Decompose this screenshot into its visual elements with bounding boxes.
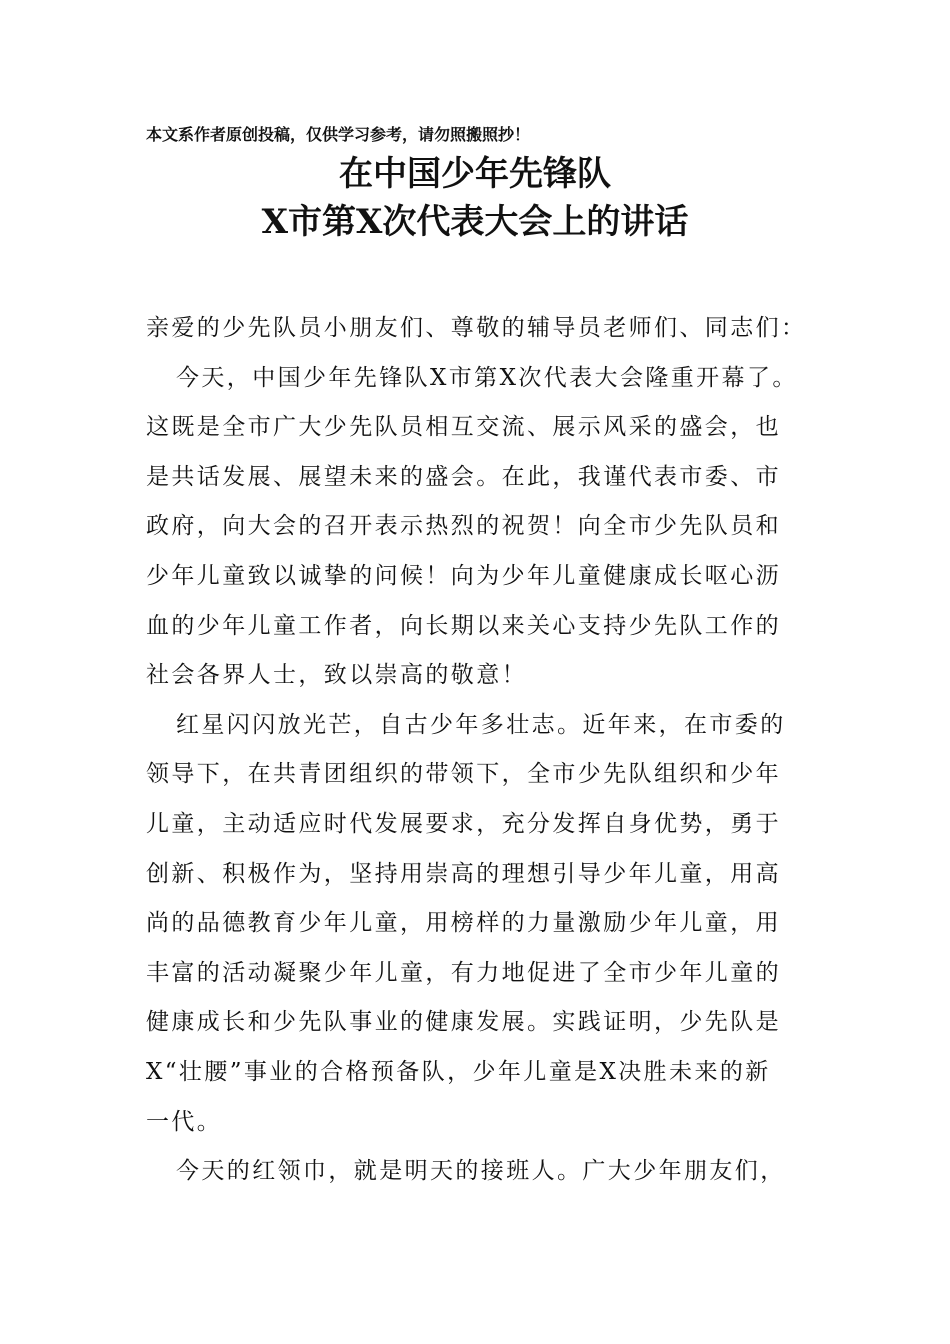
- speech-body: [146, 304, 826, 1197]
- title-line-1: 在中国少年先锋队: [339, 154, 611, 194]
- body-line: 创新、积极作为，坚持用崇高的理想引导少年儿童，用高: [146, 860, 781, 887]
- salutation-line: 亲爱的少先队员小朋友们、尊敬的辅导员老师们、同志们：: [146, 315, 807, 341]
- body-line: 社会各界人士，致以崇高的敬意！: [146, 662, 527, 689]
- title-line-2: X市第X次代表大会上的讲话: [261, 202, 689, 242]
- body-line: 一代。: [146, 1108, 223, 1135]
- body-line: 少年儿童致以诚挚的问候！向为少年儿童健康成长呕心沥: [146, 562, 781, 589]
- body-line: 尚的品德教育少年儿童，用榜样的力量激励少年儿童，用: [146, 910, 781, 937]
- body-line: 儿童，主动适应时代发展要求，充分发挥自身优势，勇于: [146, 810, 781, 837]
- body-line: 健康成长和少先队事业的健康发展。实践证明，少先队是: [146, 1009, 781, 1036]
- body-line: 红星闪闪放光芒，自古少年多壮志。近年来，在市委的: [176, 711, 786, 738]
- body-line: 丰富的活动凝聚少年儿童，有力地促进了全市少年儿童的: [146, 959, 781, 986]
- body-line: 今天，中国少年先锋队X市第X次代表大会隆重开幕了。: [176, 364, 798, 391]
- body-line: X“壮腰”事业的合格预备队，少年儿童是X决胜未来的新: [146, 1058, 771, 1085]
- body-line: 领导下，在共青团组织的带领下，全市少先队组织和少年: [146, 761, 781, 788]
- body-line: 今天的红领巾，就是明天的接班人。广大少年朋友们，: [176, 1158, 786, 1185]
- body-line: 这既是全市广大少先队员相互交流、展示风采的盛会，也: [146, 414, 781, 441]
- copyright-notice: 本文系作者原创投稿，仅供学习参考，请勿照搬照抄！: [146, 125, 531, 144]
- body-line: 政府，向大会的召开表示热烈的祝贺！向全市少先队员和: [146, 513, 781, 540]
- body-line: 是共话发展、展望未来的盛会。在此，我谨代表市委、市: [146, 463, 781, 490]
- body-line: 血的少年儿童工作者，向长期以来关心支持少先队工作的: [146, 612, 781, 639]
